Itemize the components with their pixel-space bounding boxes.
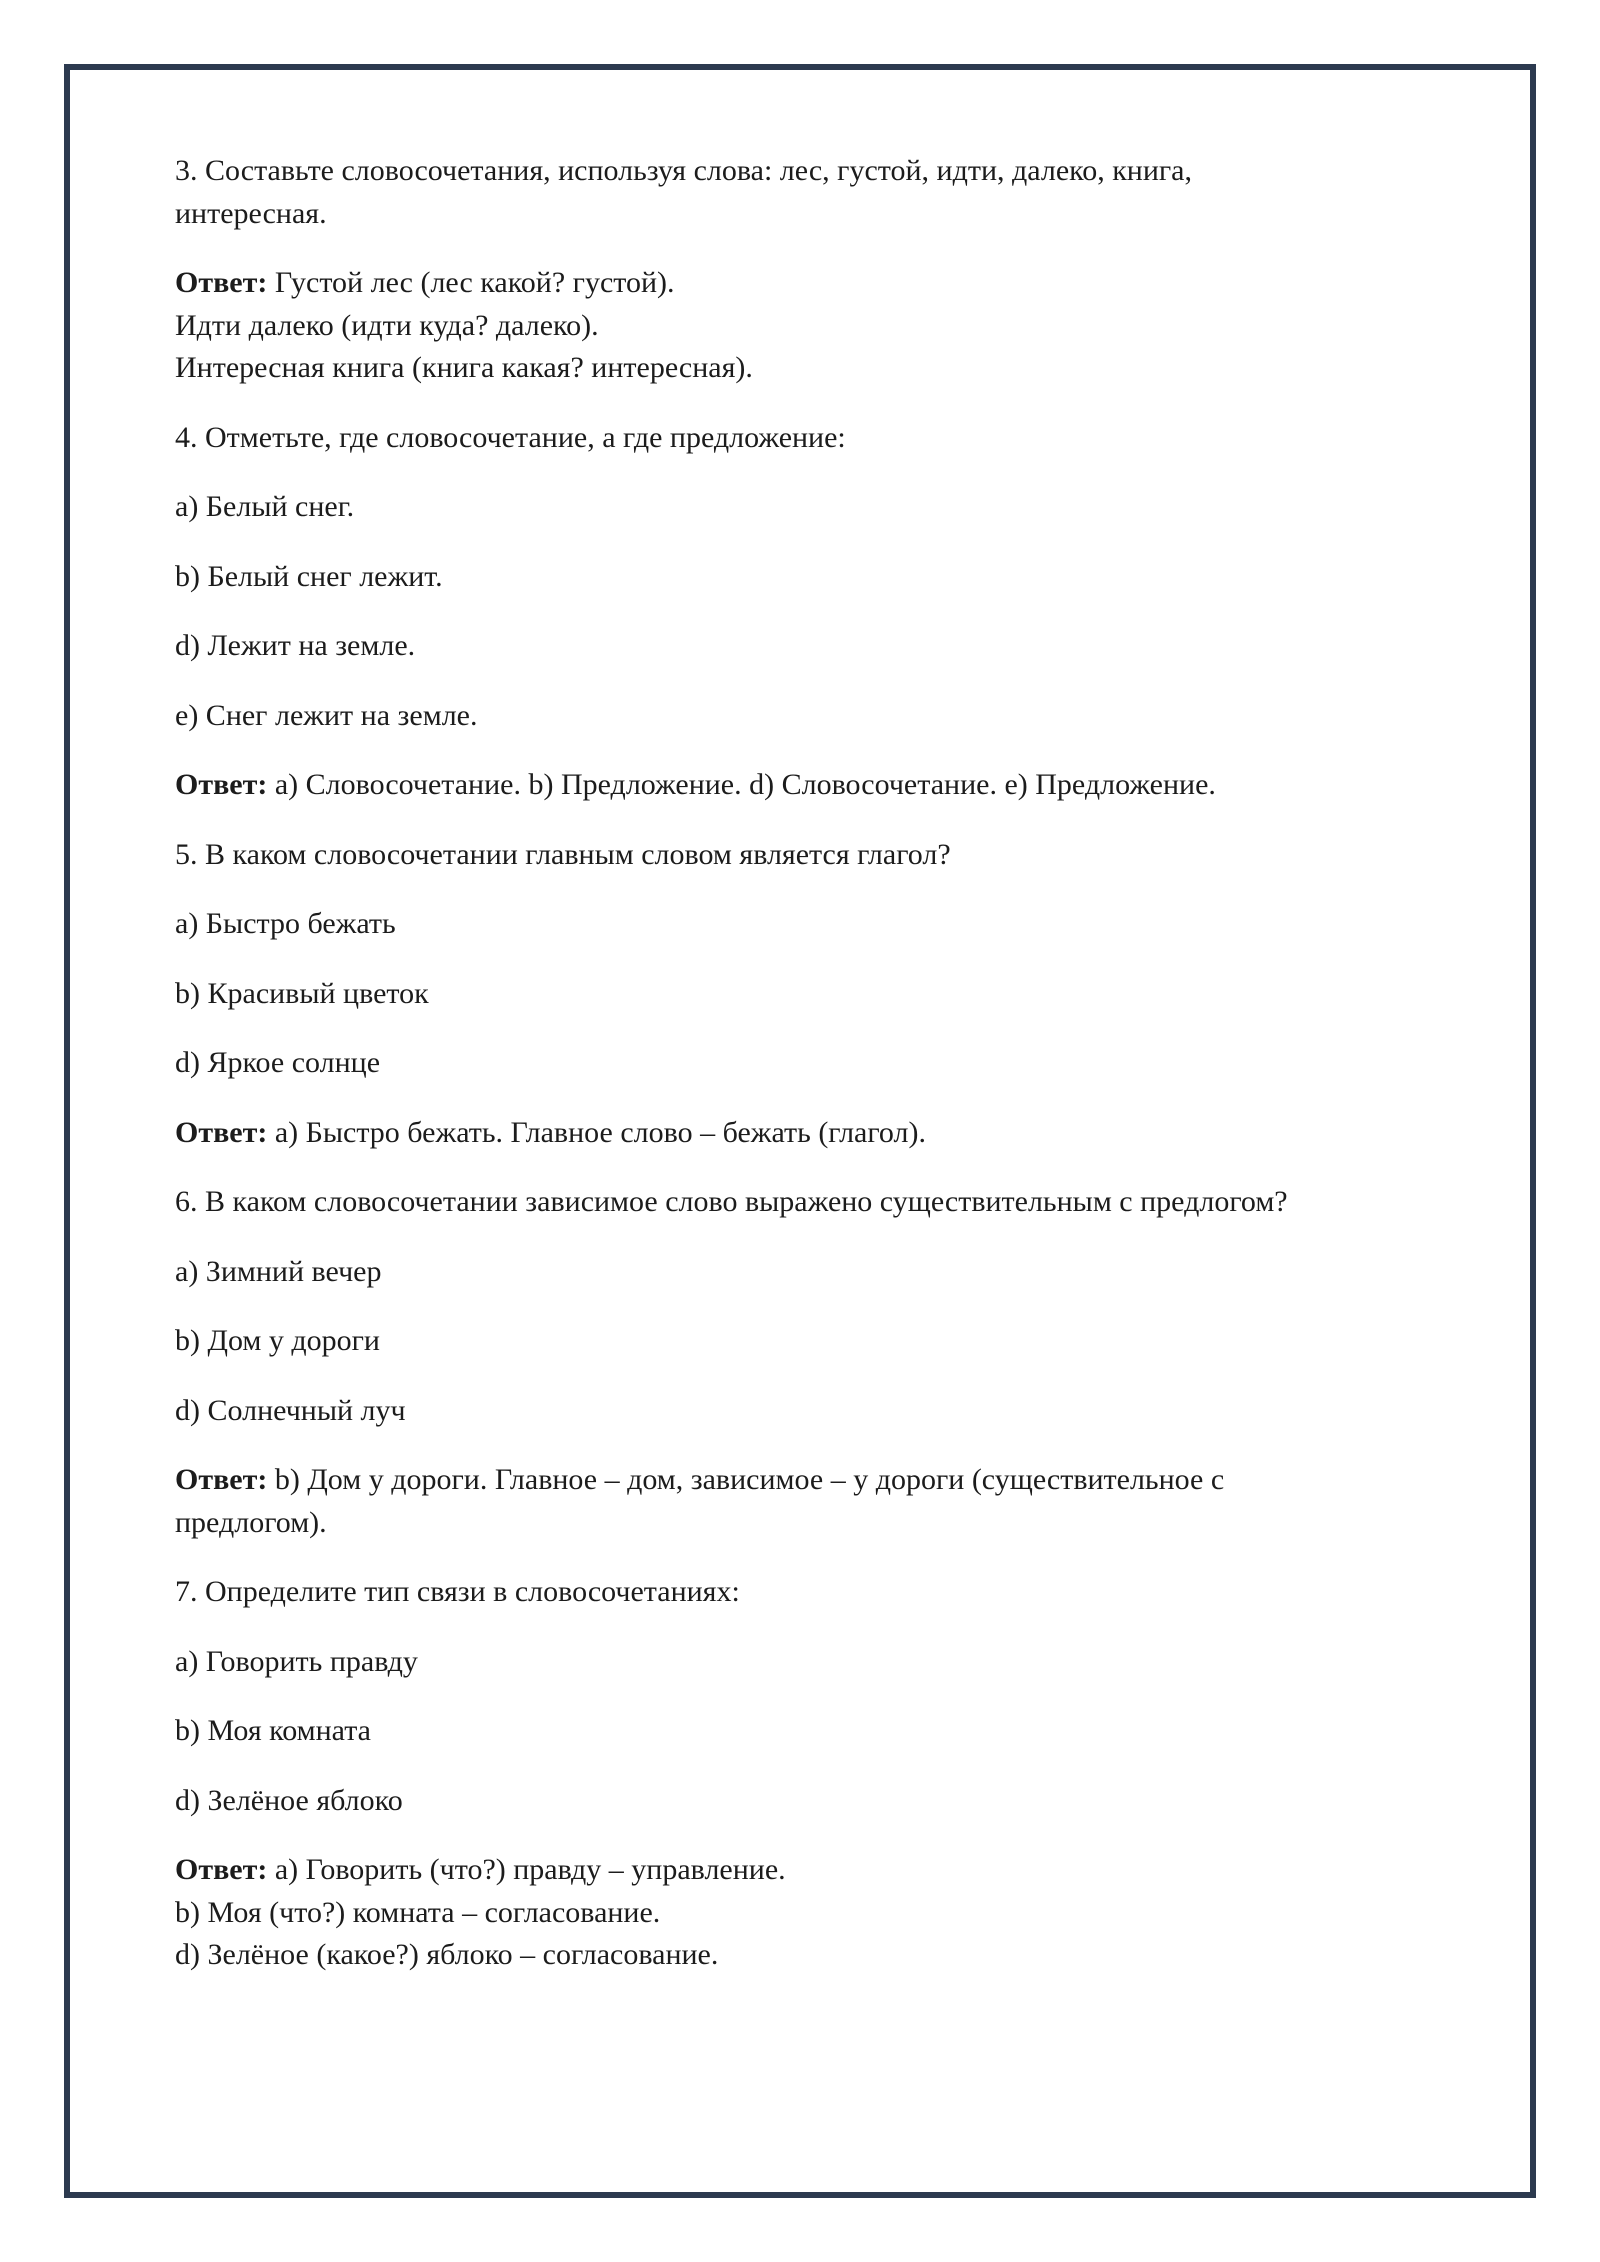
- answer-7-line-3: d) Зелёное (какое?) яблоко – согласование.: [175, 1938, 719, 1971]
- answer-7-line-1: [175, 1849, 1425, 1892]
- answer-6-line-1: [175, 1459, 1425, 1502]
- question-6-option-b: b) Дом у дороги: [175, 1324, 380, 1357]
- answer-3-line-3: Интересная книга (книга какая? интересная).: [175, 351, 753, 384]
- question-4-option-e: e) Снег лежит на земле.: [175, 698, 478, 732]
- answer-6-line-2: предлогом).: [175, 1505, 327, 1539]
- question-5-option-a: a) Быстро бежать: [175, 907, 396, 940]
- question-6-option-a: a) Зимний вечер: [175, 1254, 382, 1288]
- answer-3: [175, 262, 1425, 390]
- answer-label: Ответ:: [175, 1115, 268, 1149]
- question-4-option-b: b) Белый снег лежит.: [175, 559, 443, 593]
- answer-4: [175, 764, 1425, 807]
- document-body: [175, 150, 1425, 2004]
- question-7-option-b: b) Моя комната: [175, 1714, 371, 1747]
- answer-7-text: a) Говорить (что?) правду – управление.: [267, 1853, 786, 1886]
- answer-label: Ответ:: [175, 266, 268, 299]
- answer-label: Ответ:: [175, 1463, 268, 1496]
- question-6-option-d: d) Солнечный луч: [175, 1393, 406, 1427]
- question-5-option-b: b) Красивый цветок: [175, 976, 429, 1010]
- question-3-line-1: 3. Составьте словосочетания, используя слова: лес, густой, идти, далеко, книга,: [175, 154, 1192, 187]
- answer-label: Ответ:: [175, 1853, 268, 1886]
- question-5-option-d: d) Яркое солнце: [175, 1046, 381, 1079]
- question-6: 6. В каком словосочетании зависимое слово выражено существительным с предлогом?: [175, 1185, 1288, 1218]
- question-5: 5. В каком словосочетании главным словом является глагол?: [175, 837, 951, 871]
- question-7-option-a: a) Говорить правду: [175, 1644, 418, 1678]
- answer-6-text: b) Дом у дороги. Главное – дом, зависимое – у дороги (существительное с: [267, 1463, 1225, 1496]
- answer-3-line-2: Идти далеко (идти куда? далеко).: [175, 308, 599, 342]
- question-7-option-d: d) Зелёное яблоко: [175, 1783, 403, 1817]
- answer-label: Ответ:: [175, 768, 268, 801]
- answer-4-text: a) Словосочетание. b) Предложение. d) Словосочетание. e) Предложение.: [267, 768, 1216, 801]
- question-7: 7. Определите тип связи в словосочетаниях:: [175, 1575, 740, 1608]
- question-3-line-2: интересная.: [175, 196, 327, 230]
- question-3: [175, 150, 1425, 235]
- answer-6: [175, 1459, 1425, 1544]
- answer-3-line-1: [175, 262, 1425, 305]
- answer-7-line-2: b) Моя (что?) комната – согласование.: [175, 1895, 661, 1929]
- answer-5-text: a) Быстро бежать. Главное слово – бежать (глагол).: [267, 1115, 926, 1149]
- question-4: 4. Отметьте, где словосочетание, а где предложение:: [175, 420, 846, 454]
- answer-3-text: Густой лес (лес какой? густой).: [267, 266, 675, 299]
- answer-5: [175, 1112, 1425, 1155]
- question-4-option-a: a) Белый снег.: [175, 490, 355, 523]
- question-4-option-d: d) Лежит на земле.: [175, 629, 416, 662]
- answer-7: [175, 1849, 1425, 1977]
